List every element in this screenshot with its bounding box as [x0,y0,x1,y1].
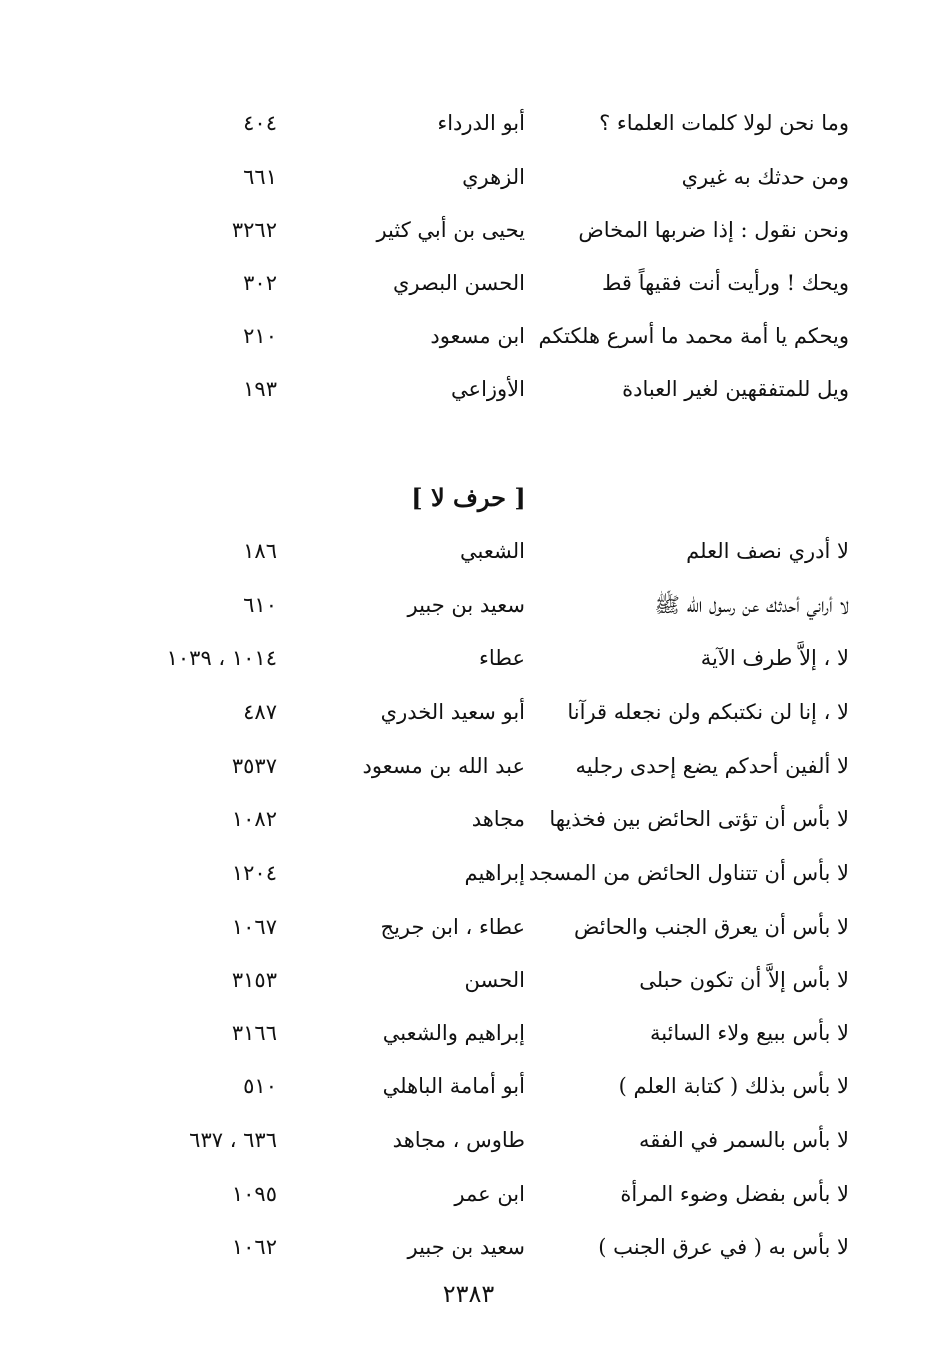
reference-numbers: ٣٥٣٧ [231,754,277,778]
index-row [0,369,937,409]
saying-text: لا أراني أحدثك عن رسول الله ﷺ [654,593,849,617]
index-row [0,316,937,356]
index-row [0,585,937,625]
saying-text: لا بأس بفضل وضوء المرأة [620,1182,849,1206]
reference-numbers: ١٢٠٤ [231,861,277,885]
narrator-name: عطاء [478,646,525,670]
narrator-name: سعيد بن جبير [407,1235,525,1259]
reference-numbers: ٥١٠ [243,1074,277,1098]
index-row [0,1174,937,1214]
saying-text: لا أدري نصف العلم [686,539,849,563]
index-row [0,210,937,250]
index-row [0,638,937,678]
narrator-name: أبو أمامة الباهلي [382,1074,525,1098]
saying-text: وما نحن لولا كلمات العلماء ؟ [599,111,849,135]
index-row [0,1066,937,1106]
narrator-name: عبد الله بن مسعود [362,754,525,778]
narrator-name: أبو سعيد الخدري [380,700,525,724]
narrator-name: الأوزاعي [451,377,525,401]
saying-text: ونحن نقول : إذا ضربها المخاض [578,218,849,242]
index-row [0,799,937,839]
reference-numbers: ١٠٨٢ [231,807,277,831]
index-row [0,853,937,893]
reference-numbers: ٦٣٦ ، ٦٣٧ [189,1128,277,1152]
narrator-name: أبو الدرداء [437,111,525,135]
narrator-name: الحسن البصري [393,271,525,295]
narrator-name: سعيد بن جبير [407,593,525,617]
saying-text: لا بأس أن تتناول الحائض من المسجد [528,861,849,885]
narrator-name: ابن مسعود [430,324,525,348]
saying-text: لا بأس أن تؤتى الحائض بين فخذيها [549,807,849,831]
narrator-name: ابن عمر [454,1182,525,1206]
reference-numbers: ٦٦١ [243,165,277,189]
narrator-name: الزهري [462,165,525,189]
reference-numbers: ٣٠٢ [243,271,277,295]
saying-text: ويل للمتفقهين لغير العبادة [622,377,849,401]
reference-numbers: ٢١٠ [243,324,277,348]
index-row [0,907,937,947]
saying-text: لا بأس بالسمر في الفقه [639,1128,849,1152]
narrator-name: مجاهد [471,807,525,831]
narrator-name: طاوس ، مجاهد [392,1128,525,1152]
reference-numbers: ٤٠٤ [243,111,277,135]
saying-text: ومن حدثك به غيري [681,165,849,189]
saying-text: لا بأس بذلك ( كتابة العلم ) [618,1074,849,1098]
index-row [0,103,937,143]
page-number: ٢٣٨٣ [442,1280,495,1308]
index-row [0,1120,937,1160]
index-row [0,531,937,571]
index-row [0,263,937,303]
narrator-name: إبراهيم والشعبي [382,1021,525,1045]
reference-numbers: ٣٢٦٢ [231,218,277,242]
narrator-name: الشعبي [460,539,525,563]
index-row [0,960,937,1000]
reference-numbers: ١٠٩٥ [231,1182,277,1206]
reference-numbers: ١٨٦ [243,539,277,563]
saying-text: ويحكم يا أمة محمد ما أسرع هلكتكم [538,324,849,348]
reference-numbers: ٣١٦٦ [231,1021,277,1045]
saying-text: لا بأس إلاَّ أن تكون حبلى [639,968,849,992]
saying-text: لا ألفين أحدكم يضع إحدى رجليه [575,754,849,778]
reference-numbers: ١٠٦٧ [231,915,277,939]
saying-text: لا بأس ببيع ولاء السائبة [649,1021,849,1045]
index-row [0,746,937,786]
saying-text: لا بأس أن يعرق الجنب والحائض [574,915,849,939]
saying-text: لا ، إلاَّ طرف الآية [700,646,849,670]
reference-numbers: ٦١٠ [243,593,277,617]
reference-numbers: ٣١٥٣ [231,968,277,992]
reference-numbers: ١٠١٤ ، ١٠٣٩ [166,646,277,670]
reference-numbers: ١٩٣ [243,377,277,401]
narrator-name: يحيى بن أبي كثير [376,218,525,242]
saying-text: ويحك ! ورأيت أنت فقيهاً قط [602,271,849,295]
narrator-name: الحسن [464,968,525,992]
narrator-name: عطاء ، ابن جريج [380,915,525,939]
index-row [0,692,937,732]
narrator-name: إبراهيم [464,861,525,885]
index-row [0,157,937,197]
index-row [0,1013,937,1053]
section-heading: [ حرف لا ] [411,483,526,512]
saying-text: لا ، إنا لن نكتبكم ولن نجعله قرآنا [567,700,849,724]
reference-numbers: ١٠٦٢ [231,1235,277,1259]
saying-text: لا بأس به ( في عرق الجنب ) [598,1235,849,1259]
index-row [0,1227,937,1267]
reference-numbers: ٤٨٧ [243,700,277,724]
